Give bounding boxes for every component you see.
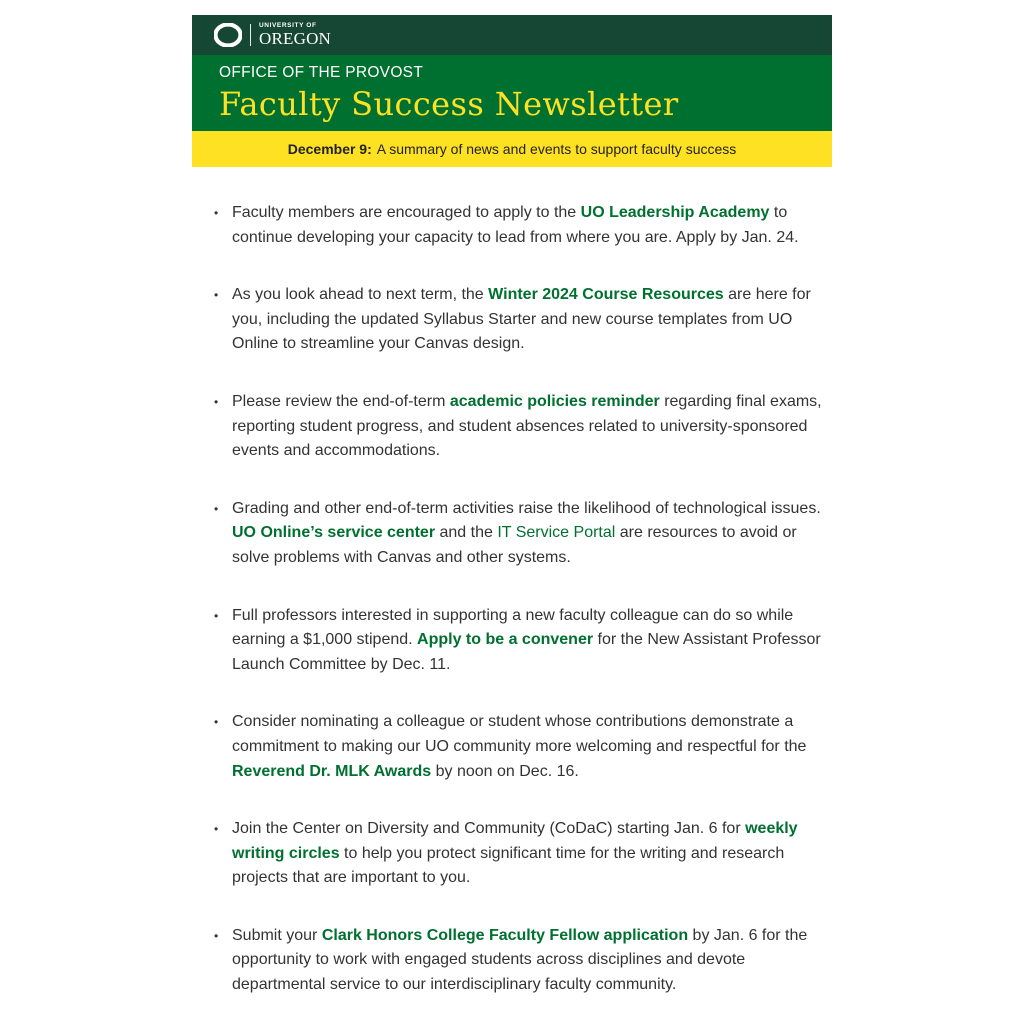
academic-policies-link[interactable]: academic policies reminder	[449, 392, 660, 410]
office-label: OFFICE OF THE PROVOST	[219, 64, 424, 81]
list-item	[232, 390, 832, 464]
item-text: Faculty members are encouraged to apply to the	[232, 204, 581, 221]
item-text: Full professors interested in supporting a new faculty colleague can do so while earning a $1,000 stipend.	[232, 606, 794, 649]
list-item	[232, 201, 832, 250]
uo-o-logo-icon	[214, 23, 242, 47]
list-item	[232, 604, 832, 678]
uo-wordmark	[259, 23, 331, 48]
item-text: by Jan. 6 for the opportunity to work with engaged students across disciplines and devote departmental service to our interdisciplinary faculty community.	[232, 926, 808, 994]
writing-circles-link[interactable]: weekly writing circles	[232, 820, 798, 862]
mlk-awards-link[interactable]: Reverend Dr. MLK Awards	[232, 762, 432, 780]
item-text: to continue developing your capacity to lead from where you are. Apply by Jan. 24.	[232, 204, 799, 246]
item-text: and the	[435, 524, 498, 542]
item-text: for the New Assistant Professor Launch Committee by Dec. 11.	[232, 631, 821, 673]
uo-online-service-center-link[interactable]: UO Online’s service center	[232, 524, 436, 542]
newsletter-title: Faculty Success Newsletter	[219, 85, 679, 123]
list-item	[232, 497, 832, 571]
date-bar	[192, 131, 832, 167]
list-item	[232, 817, 832, 891]
newsletter-email	[192, 15, 832, 1031]
item-text: are here for you, including the updated Syllabus Starter and new course templates from UO Online to streamline your Canvas design.	[232, 286, 811, 353]
logo-big-text: OREGON	[259, 29, 332, 49]
uo-leadership-academy-link[interactable]: UO Leadership Academy	[580, 204, 770, 221]
course-resources-link[interactable]: Winter 2024 Course Resources	[488, 286, 724, 304]
item-text: to help you protect significant time for the writing and research projects that are important to you.	[232, 844, 785, 887]
item-text: Submit your	[232, 926, 322, 944]
item-text: As you look ahead to next term, the	[232, 286, 489, 304]
item-text: Consider nominating a colleague or student whose contributions demonstrate a commitment to making our UO community more welcoming and respectful for the	[232, 713, 807, 755]
apply-convener-link[interactable]: Apply to be a convener	[417, 631, 594, 649]
issue-subtitle: A summary of news and events to support faculty success	[376, 141, 737, 157]
news-list	[192, 201, 832, 998]
item-text: Please review the end-of-term	[232, 392, 450, 410]
honors-fellow-application-link[interactable]: Clark Honors College Faculty Fellow application	[321, 926, 689, 944]
title-band	[192, 55, 832, 131]
list-item	[232, 283, 832, 357]
item-text: are resources to avoid or solve problems with Canvas and other systems.	[232, 524, 797, 566]
item-text: Join the Center on Diversity and Community (CoDaC) starting Jan. 6 for	[232, 820, 746, 838]
it-service-portal-link[interactable]: IT Service Portal	[497, 524, 616, 542]
issue-date: December 9:	[287, 141, 372, 157]
list-item	[232, 924, 832, 998]
logo-bar	[192, 15, 832, 55]
item-text: Grading and other end-of-term activities raise the likelihood of technological issues.	[232, 499, 821, 517]
logo-divider	[250, 24, 251, 46]
item-text: regarding final exams, reporting student progress, and student absences related to university-sponsored events and accommodations.	[232, 392, 822, 460]
list-item	[232, 710, 832, 784]
logo-small-text: UNIVERSITY OF	[259, 21, 317, 29]
item-text: by noon on Dec. 16.	[431, 762, 579, 780]
